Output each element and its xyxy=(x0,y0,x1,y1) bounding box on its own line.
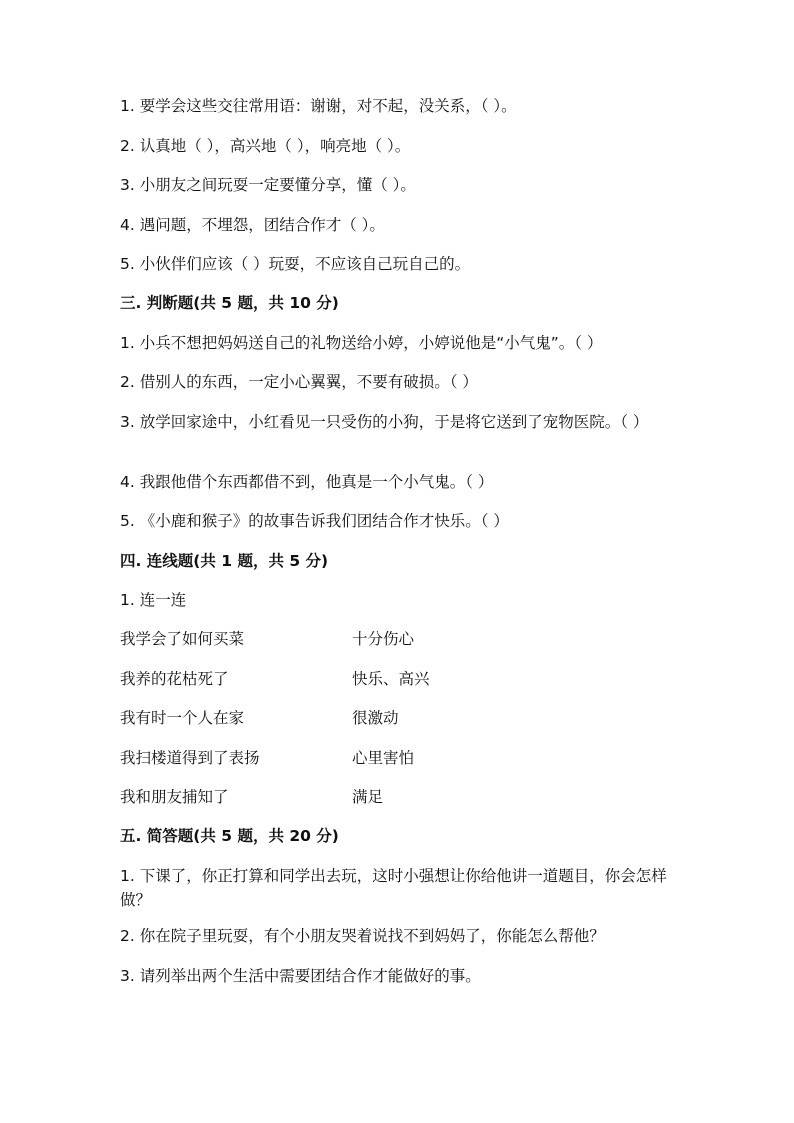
fill-blank-item: 1. 要学会这些交往常用语：谢谢，对不起，没关系，（ ）。 xyxy=(120,97,517,115)
true-false-item: 5. 《小鹿和猴子》的故事告诉我们团结合作才快乐。（ ） xyxy=(120,512,509,530)
matching-right-item: 十分伤心 xyxy=(352,630,415,648)
fill-blank-item: 2. 认真地（ ），高兴地（ ），响亮地（ ）。 xyxy=(120,137,411,155)
fill-blank-item: 3. 小朋友之间玩耍一定要懂分享，懂（ ）。 xyxy=(120,176,416,194)
short-answer-item: 2. 你在院子里玩耍，有个小朋友哭着说找不到妈妈了，你能怎么帮他？ xyxy=(120,927,605,945)
matching-right-item: 快乐、高兴 xyxy=(352,670,430,688)
true-false-item: 3. 放学回家途中，小红看见一只受伤的小狗，于是将它送到了宠物医院。（ ） xyxy=(120,413,649,431)
matching-right-item: 很激动 xyxy=(352,709,399,727)
matching-left-item: 我扫楼道得到了表扬 xyxy=(120,749,260,767)
true-false-item: 2. 借别人的东西，一定小心翼翼，不要有破损。（ ） xyxy=(120,373,478,391)
true-false-item: 4. 我跟他借个东西都借不到，他真是一个小气鬼。（ ） xyxy=(120,473,494,491)
matching-left-item: 我和朋友捕知了 xyxy=(120,788,229,806)
fill-blank-item: 4. 遇问题，不埋怨，团结合作才（ ）。 xyxy=(120,216,385,234)
short-answer-item: 1. 下课了，你正打算和同学出去玩，这时小强想让你给他讲一道题目，你会怎样做？ xyxy=(120,867,667,909)
true-false-item: 1. 小兵不想把妈妈送自己的礼物送给小婷，小婷说他是“小气鬼”。（ ） xyxy=(120,334,603,352)
matching-question: 1. 连一连 xyxy=(120,591,187,609)
fill-blank-item: 5. 小伙伴们应该（ ）玩耍，不应该自己玩自己的。 xyxy=(120,255,471,273)
section-heading: 三. 判断题(共 5 题，共 10 分) xyxy=(120,294,339,312)
matching-left-item: 我养的花枯死了 xyxy=(120,670,229,688)
matching-right-item: 满足 xyxy=(352,788,384,806)
matching-right-item: 心里害怕 xyxy=(352,749,415,767)
section-heading: 五. 简答题(共 5 题，共 20 分) xyxy=(120,827,339,845)
matching-left-item: 我学会了如何买菜 xyxy=(120,630,245,648)
short-answer-item: 3. 请列举出两个生活中需要团结合作才能做好的事。 xyxy=(120,967,481,985)
section-heading: 四. 连线题(共 1 题，共 5 分) xyxy=(120,552,329,570)
matching-left-item: 我有时一个人在家 xyxy=(120,709,245,727)
